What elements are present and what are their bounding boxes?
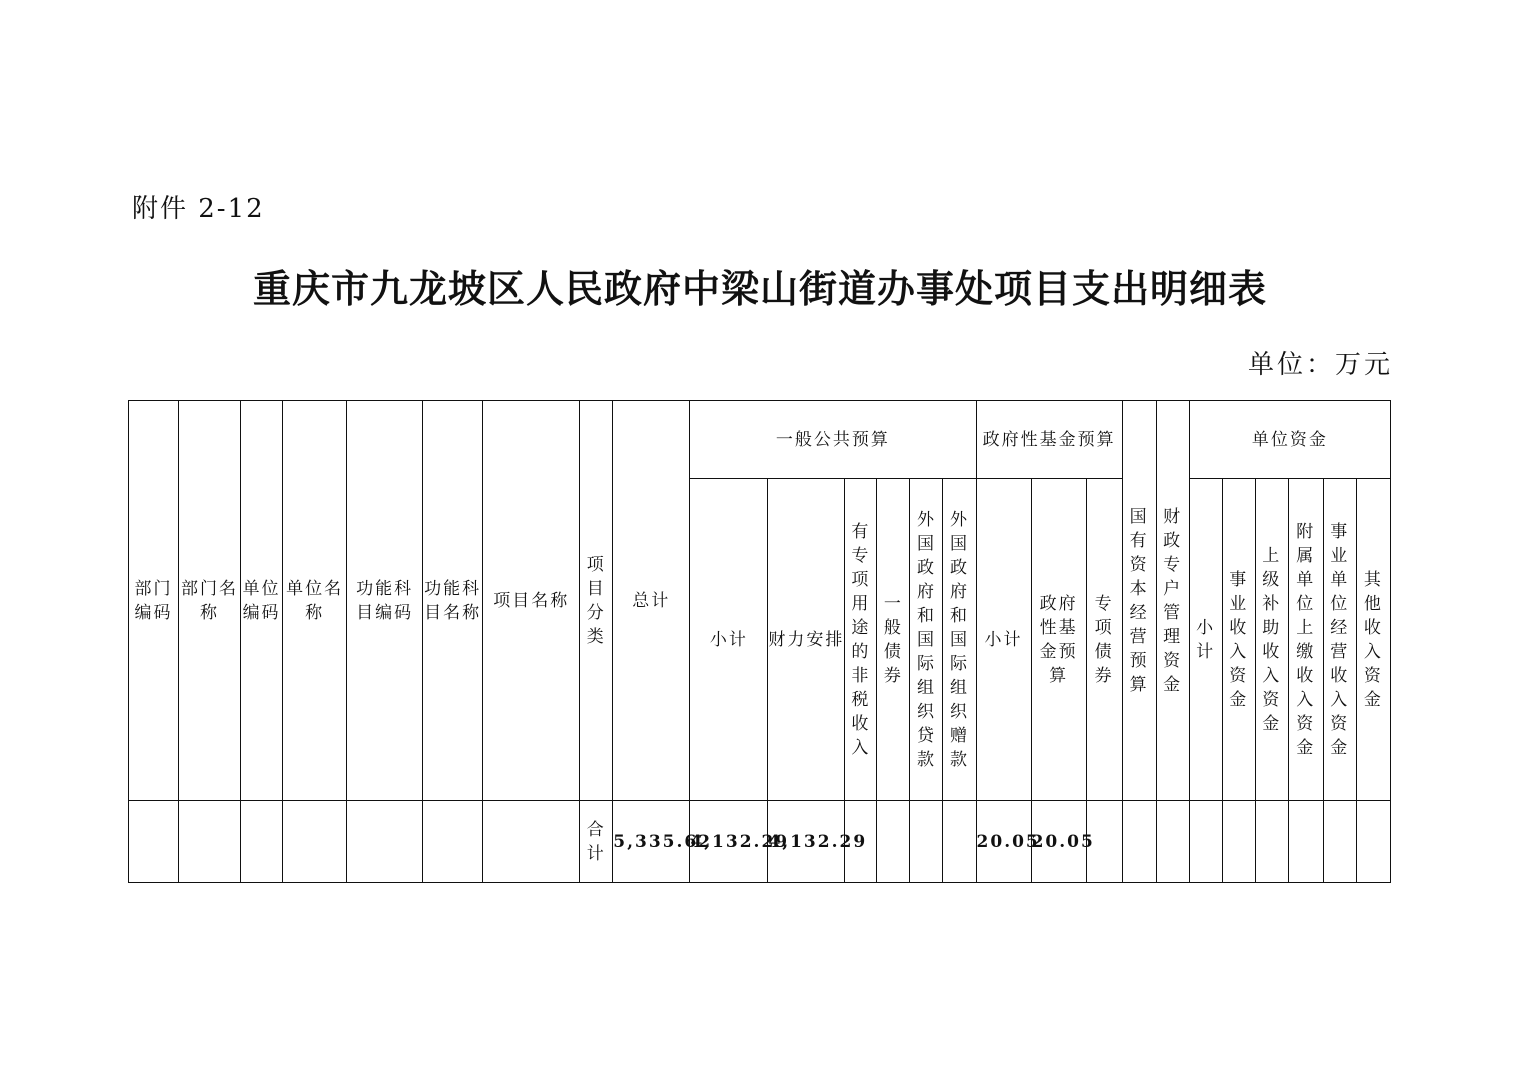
cell-empty — [1255, 801, 1288, 883]
col-gfb-budget: 政府性基金预算 — [1031, 479, 1086, 801]
table-row-total — [129, 801, 1391, 883]
col-dept-name: 部门名称 — [179, 401, 241, 801]
col-gfb-special-bonds: 专 项 债 券 — [1086, 479, 1122, 801]
col-gpb-foreign-loans: 外 国 政 府 和 国 际 组 织 贷 款 — [910, 479, 943, 801]
col-uf-subtotal: 小 计 — [1189, 479, 1222, 801]
cell-empty — [1323, 801, 1356, 883]
col-gpb-subtotal: 小计 — [690, 479, 768, 801]
col-gfb-subtotal: 小计 — [976, 479, 1031, 801]
cell-empty — [483, 801, 580, 883]
cell-empty — [347, 801, 423, 883]
cell-empty — [1122, 801, 1156, 883]
cell-empty — [1356, 801, 1390, 883]
cell-empty — [1156, 801, 1189, 883]
page-title: 重庆市九龙坡区人民政府中梁山街道办事处项目支出明细表 — [252, 266, 1267, 311]
col-func-code: 功能科目编码 — [347, 401, 423, 801]
cell-total-amount: 5,335.62 — [613, 801, 690, 883]
cell-empty — [943, 801, 976, 883]
cell-empty — [1189, 801, 1222, 883]
cell-empty — [910, 801, 943, 883]
col-uf-business-income: 事 业 收 入 资 金 — [1222, 479, 1255, 801]
col-gpb-foreign-grants: 外 国 政 府 和 国 际 组 织 赠 款 — [943, 479, 976, 801]
cell-empty — [1222, 801, 1255, 883]
cell-total-label: 合 计 — [580, 801, 613, 883]
cell-empty — [1288, 801, 1323, 883]
cell-empty — [241, 801, 283, 883]
col-uf-affiliated-turnover: 附 属 单 位 上 缴 收 入 资 金 — [1288, 479, 1323, 801]
col-uf-operating-income: 事 业 单 位 经 营 收 入 资 金 — [1323, 479, 1356, 801]
col-fiscal-special-account: 财 政 专 户 管 理 资 金 — [1156, 401, 1189, 801]
col-project-category: 项 目 分 类 — [580, 401, 613, 801]
cell-gpb-subtotal: 4,132.29 — [690, 801, 768, 883]
col-dept-code: 部门编码 — [129, 401, 179, 801]
col-total: 总计 — [613, 401, 690, 801]
cell-empty — [283, 801, 347, 883]
cell-empty — [129, 801, 179, 883]
col-unit-code: 单位编码 — [241, 401, 283, 801]
col-gpb-general-bonds: 一 般 债 券 — [877, 479, 910, 801]
cell-gfb-budget: 20.05 — [1031, 801, 1086, 883]
cell-gfb-subtotal: 20.05 — [976, 801, 1031, 883]
cell-empty — [423, 801, 483, 883]
col-uf-superior-subsidy: 上 级 补 助 收 入 资 金 — [1255, 479, 1288, 801]
attachment-label: 附件 2-12 — [132, 194, 265, 224]
col-project-name: 项目名称 — [483, 401, 580, 801]
unit-label: 单位：万元 — [1248, 350, 1394, 380]
col-func-name: 功能科目名称 — [423, 401, 483, 801]
col-gpb-special-nontax: 有 专 项 用 途 的 非 税 收 入 — [845, 479, 877, 801]
group-unit-funds: 单位资金 — [1189, 401, 1390, 479]
cell-empty — [179, 801, 241, 883]
cell-empty — [877, 801, 910, 883]
group-general-public-budget: 一般公共预算 — [690, 401, 976, 479]
col-gpb-fiscal-allocation: 财力安排 — [768, 479, 845, 801]
col-uf-other-income: 其 他 收 入 资 金 — [1356, 479, 1390, 801]
col-state-capital-budget: 国 有 资 本 经 营 预 算 — [1122, 401, 1156, 801]
project-expenditure-table — [128, 400, 1391, 883]
group-gov-fund-budget: 政府性基金预算 — [976, 401, 1122, 479]
cell-gpb-fiscal-allocation: 4,132.29 — [768, 801, 845, 883]
col-unit-name: 单位名称 — [283, 401, 347, 801]
